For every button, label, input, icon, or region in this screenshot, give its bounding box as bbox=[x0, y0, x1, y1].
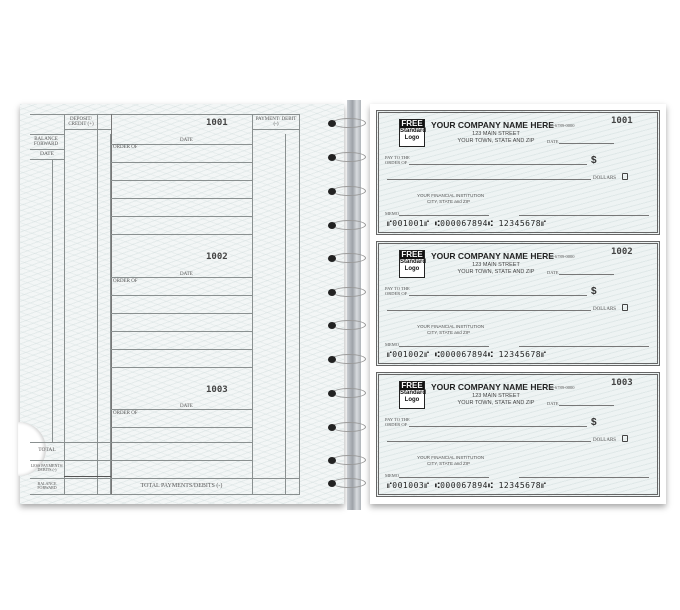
company-town: YOUR TOWN, STATE AND ZIP bbox=[457, 400, 535, 406]
bank-name: YOUR FINANCIAL INSTITUTION bbox=[417, 193, 485, 198]
micr-line: ⑈001003⑈ ⑆000067894⑆ 12345678⑈ bbox=[387, 481, 547, 490]
spiral-ring bbox=[328, 287, 368, 299]
date-label: DATE bbox=[180, 272, 193, 277]
spiral-ring bbox=[328, 253, 368, 265]
dollar-sign: $ bbox=[591, 417, 597, 428]
spiral-ring bbox=[328, 320, 368, 332]
total-payments-label: TOTAL PAYMENTS/DEBITS (-) bbox=[140, 483, 223, 489]
dollars-label: DOLLARS bbox=[593, 438, 617, 443]
company-street: 123 MAIN STREET bbox=[472, 131, 520, 137]
spiral-ring bbox=[328, 422, 368, 434]
memo-label: MEMO bbox=[385, 473, 400, 478]
check-date-label: DATE bbox=[547, 139, 559, 144]
bank-name: YOUR FINANCIAL INSTITUTION bbox=[417, 455, 485, 460]
date-header: DATE bbox=[39, 151, 55, 157]
pay-to-label: PAY TO THE bbox=[385, 417, 410, 422]
register-entry-number: 1002 bbox=[206, 252, 228, 262]
bank-city: CITY, STATE and ZIP bbox=[427, 461, 471, 466]
security-lock-icon bbox=[622, 304, 628, 311]
check bbox=[376, 372, 660, 497]
check-register-page bbox=[20, 104, 344, 504]
dollars-label: DOLLARS bbox=[593, 307, 617, 312]
fraction-code: 00-6789-0000 bbox=[549, 385, 575, 390]
spiral-ring bbox=[328, 220, 368, 232]
logo-placeholder: FREE Standard Logo bbox=[399, 119, 425, 147]
balance-forward-footer: BALANCE FORWARD bbox=[37, 481, 57, 490]
register-entry-number: 1003 bbox=[206, 385, 228, 395]
check-number: 1001 bbox=[611, 116, 633, 126]
register-entry-number: 1001 bbox=[206, 118, 228, 128]
order-of-label: ORDER OF bbox=[113, 279, 138, 284]
spiral-ring bbox=[328, 455, 368, 467]
micr-line: ⑈001001⑈ ⑆000067894⑆ 12345678⑈ bbox=[387, 219, 547, 228]
dollar-sign: $ bbox=[591, 155, 597, 166]
spiral-ring bbox=[328, 388, 368, 400]
logo-placeholder: FREE Standard Logo bbox=[399, 381, 425, 409]
dollar-sign: $ bbox=[591, 286, 597, 297]
spiral-ring bbox=[328, 152, 368, 164]
memo-label: MEMO bbox=[385, 342, 400, 347]
checkbook bbox=[14, 100, 666, 508]
spiral-ring bbox=[328, 186, 368, 198]
pay-to-label: PAY TO THE bbox=[385, 155, 410, 160]
balance-forward-label: BALANCE FORWARD bbox=[33, 137, 59, 147]
deposit-header: DEPOSIT/ CREDIT (+) bbox=[68, 117, 94, 127]
pay-to-label: PAY TO THE bbox=[385, 286, 410, 291]
memo-label: MEMO bbox=[385, 211, 400, 216]
spiral-ring bbox=[328, 118, 368, 130]
company-town: YOUR TOWN, STATE AND ZIP bbox=[457, 138, 535, 144]
company-street: 123 MAIN STREET bbox=[472, 262, 520, 268]
date-label: DATE bbox=[180, 138, 193, 143]
check bbox=[376, 110, 660, 235]
payment-header: PAYMENT/ DEBIT (-) bbox=[255, 117, 297, 127]
check bbox=[376, 241, 660, 366]
check-date-label: DATE bbox=[547, 270, 559, 275]
order-of-label: ORDER OF bbox=[385, 422, 408, 427]
security-lock-icon bbox=[622, 435, 628, 442]
order-of-label: ORDER OF bbox=[385, 291, 408, 296]
company-name: YOUR COMPANY NAME HERE bbox=[431, 251, 554, 261]
bank-name: YOUR FINANCIAL INSTITUTION bbox=[417, 324, 485, 329]
order-of-label: ORDER OF bbox=[385, 160, 408, 165]
bank-city: CITY, STATE and ZIP bbox=[427, 199, 471, 204]
check-date-label: DATE bbox=[547, 401, 559, 406]
date-label: DATE bbox=[180, 404, 193, 409]
spiral-ring bbox=[328, 354, 368, 366]
company-name: YOUR COMPANY NAME HERE bbox=[431, 120, 554, 130]
bank-city: CITY, STATE and ZIP bbox=[427, 330, 471, 335]
micr-line: ⑈001002⑈ ⑆000067894⑆ 12345678⑈ bbox=[387, 350, 547, 359]
logo-placeholder: FREE Standard Logo bbox=[399, 250, 425, 278]
order-of-label: ORDER OF bbox=[113, 411, 138, 416]
fraction-code: 00-6789-0000 bbox=[549, 254, 575, 259]
total-label: TOTAL bbox=[38, 447, 56, 453]
order-of-label: ORDER OF bbox=[113, 145, 138, 150]
checks-page bbox=[370, 104, 666, 504]
check-number: 1002 bbox=[611, 247, 633, 257]
company-name: YOUR COMPANY NAME HERE bbox=[431, 382, 554, 392]
company-street: 123 MAIN STREET bbox=[472, 393, 520, 399]
dollars-label: DOLLARS bbox=[593, 176, 617, 181]
less-payments-label: LESS PAYMENTS/ DEBITS (-) bbox=[30, 463, 64, 472]
spiral-ring bbox=[328, 478, 368, 490]
security-lock-icon bbox=[622, 173, 628, 180]
company-town: YOUR TOWN, STATE AND ZIP bbox=[457, 269, 535, 275]
fraction-code: 00-6789-0000 bbox=[549, 123, 575, 128]
check-number: 1003 bbox=[611, 378, 633, 388]
